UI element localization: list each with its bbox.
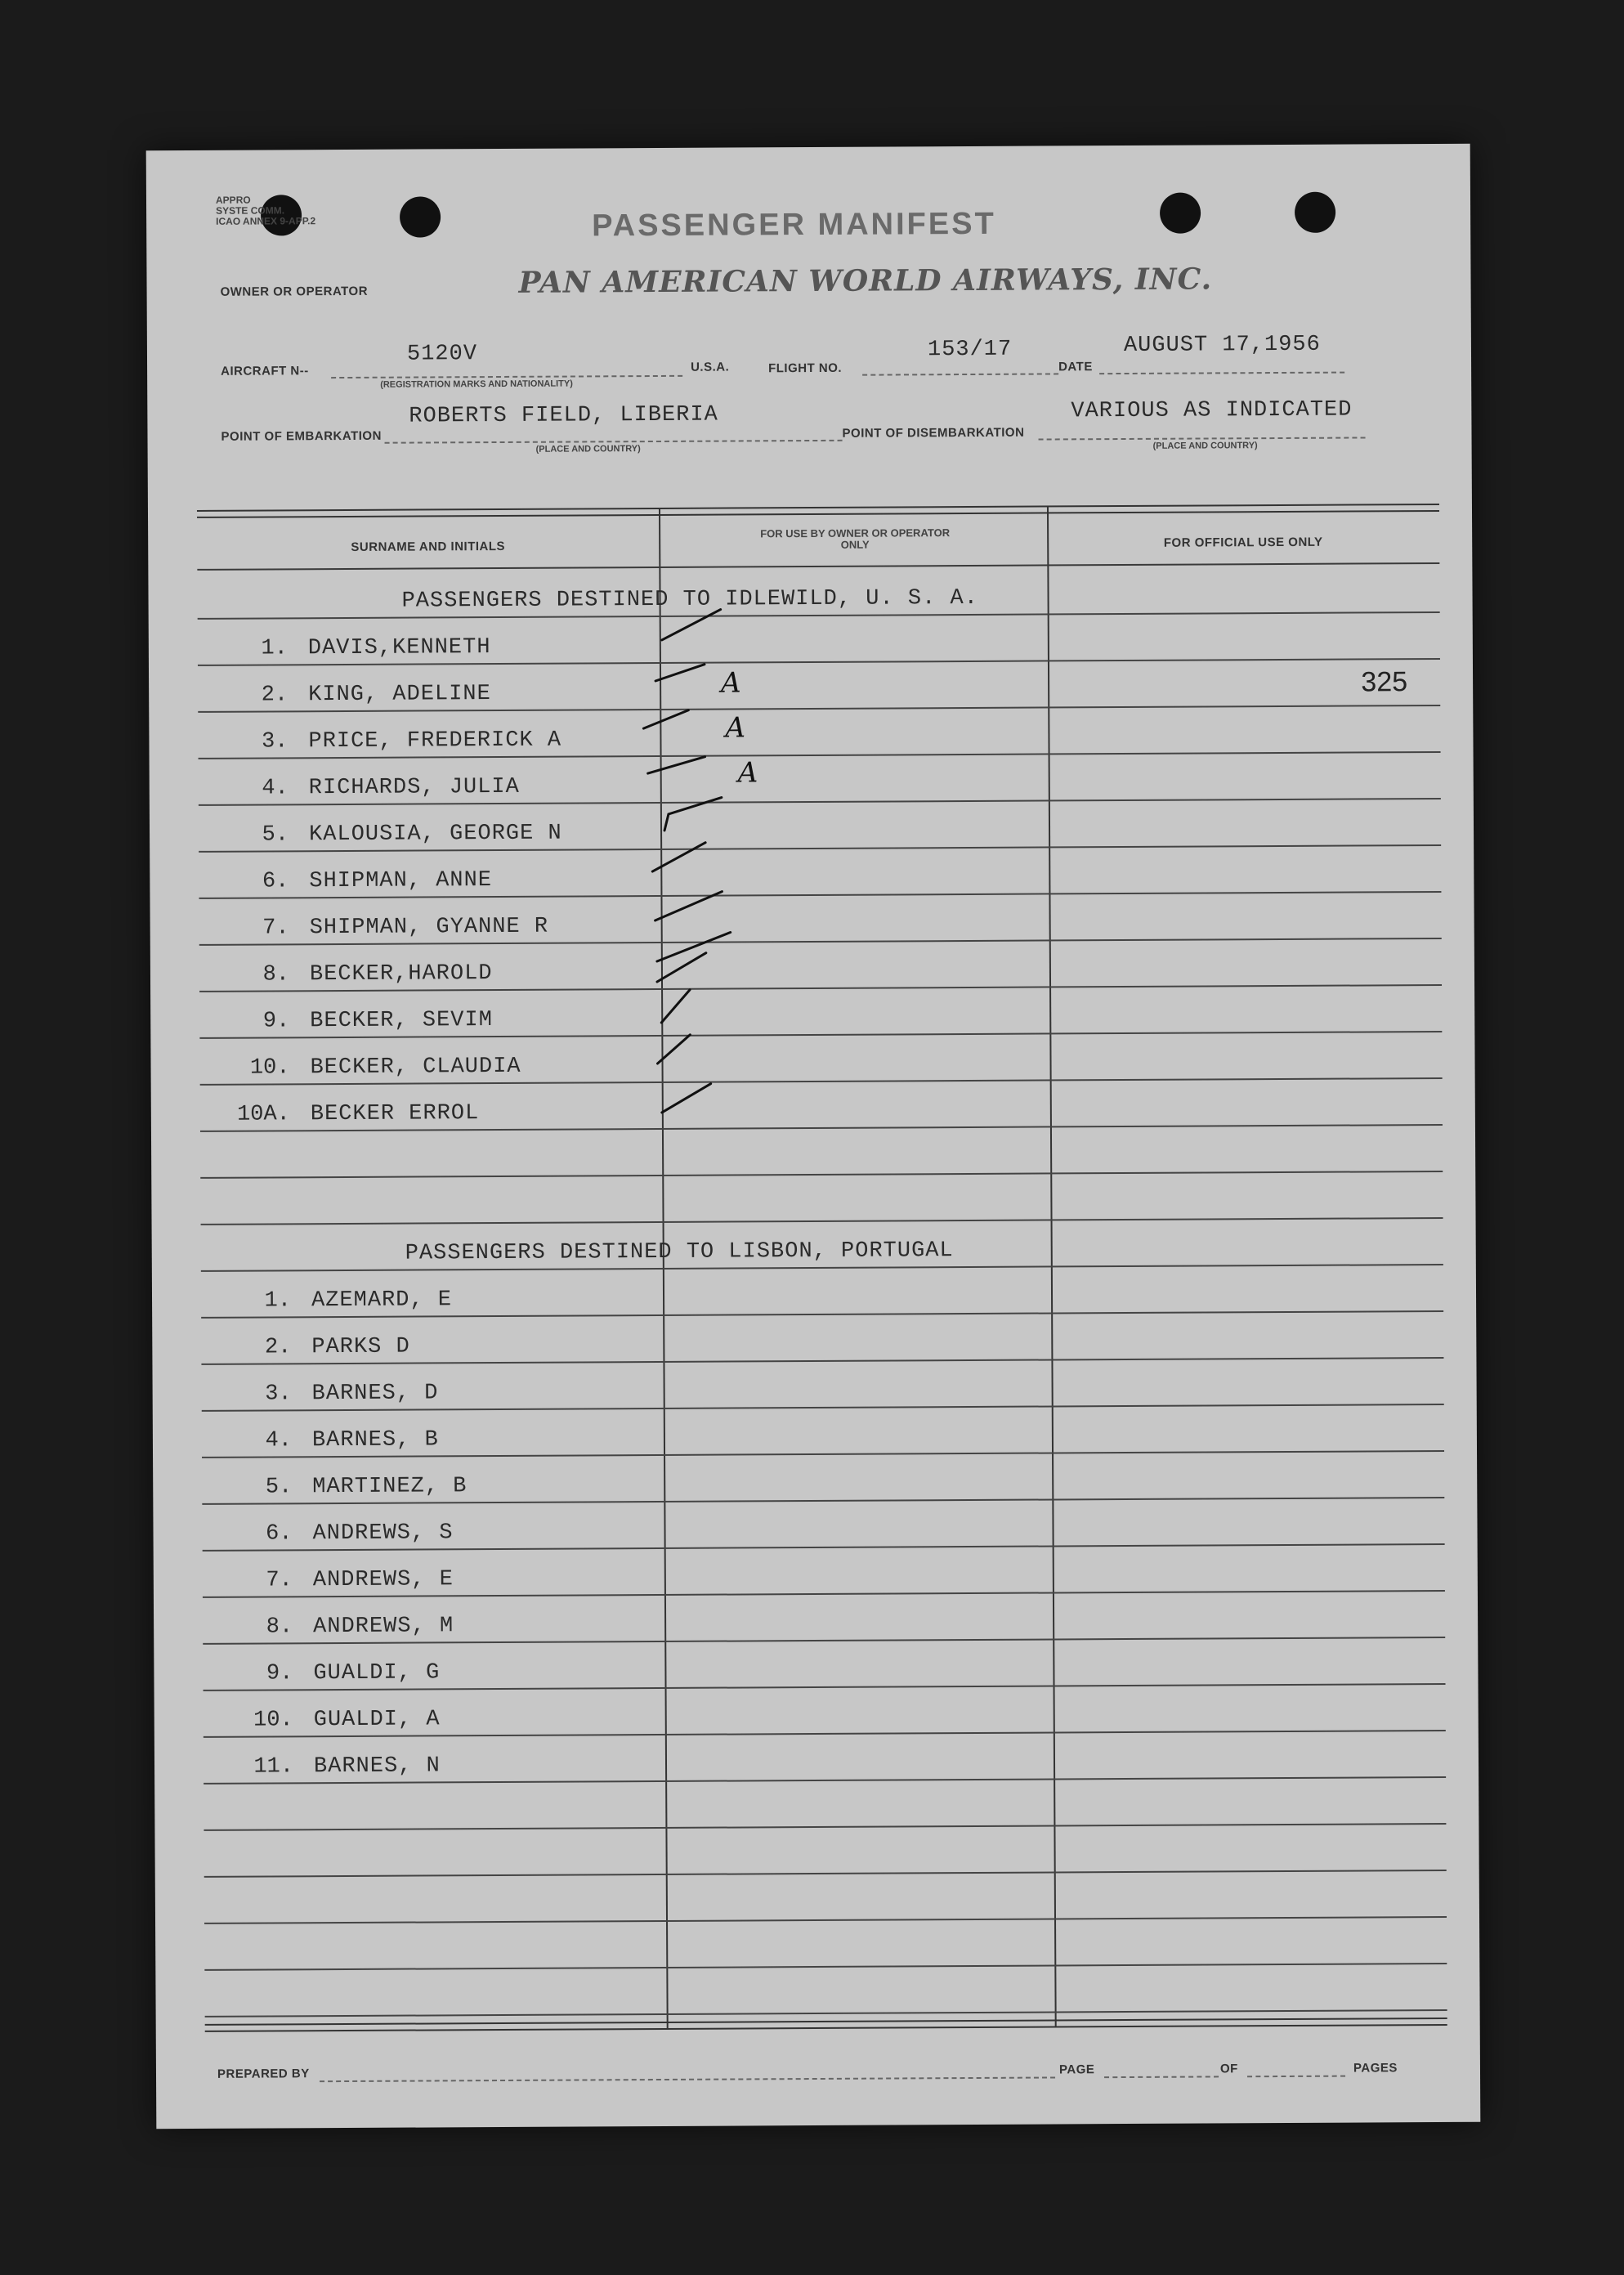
place-caption: (PLACE AND COUNTRY) <box>535 444 641 455</box>
blank-row <box>200 1171 1443 1225</box>
table-row <box>200 1077 1443 1132</box>
table-row <box>201 1357 1443 1412</box>
manifest-date: AUGUST 17,1956 <box>1123 332 1321 358</box>
table-row <box>203 1590 1445 1645</box>
passenger-name: BARNES, D <box>311 1381 439 1407</box>
registration-caption: (REGISTRATION MARKS AND NATIONALITY) <box>380 378 573 390</box>
passenger-name: GUALDI, A <box>313 1707 441 1733</box>
table-row <box>199 984 1442 1039</box>
table-row <box>202 1450 1444 1505</box>
row-number: 10. <box>253 1708 293 1733</box>
blank-row <box>204 1776 1446 1831</box>
blank-row <box>204 1870 1447 1924</box>
row-number: 7. <box>262 916 289 941</box>
row-number: 5. <box>265 1475 293 1500</box>
passenger-name: BARNES, N <box>313 1753 441 1780</box>
passenger-name: AZEMARD, E <box>311 1288 453 1314</box>
passenger-name: GUALDI, G <box>313 1660 441 1686</box>
table-top-rule <box>197 504 1439 518</box>
row-number: 10A. <box>236 1102 290 1127</box>
flight-label: FLIGHT NO. <box>768 361 843 376</box>
blank-row <box>204 1963 1447 2017</box>
row-number: 8. <box>266 1614 293 1640</box>
place-caption: (PLACE AND COUNTRY) <box>1152 441 1258 451</box>
passenger-name: ANDREWS, S <box>312 1520 454 1547</box>
table-bottom-rule <box>205 2017 1447 2032</box>
row-number: 1. <box>264 1288 292 1314</box>
blank-row <box>204 1916 1447 1971</box>
passenger-name: ANDREWS, E <box>312 1567 454 1593</box>
row-number: 1. <box>261 636 288 661</box>
row-number: 2. <box>261 683 289 708</box>
disembarkation-label: POINT OF DISEMBARKATION <box>842 425 1025 441</box>
row-number: 8. <box>262 962 290 987</box>
form-title: PASSENGER MANIFEST <box>592 206 996 244</box>
table-row <box>198 611 1440 666</box>
aircraft-label: AIRCRAFT N-- <box>221 364 309 378</box>
table-row <box>199 798 1441 853</box>
table-row <box>203 1543 1445 1598</box>
passenger-name: BECKER ERROL <box>310 1101 480 1127</box>
embarkation-label: POINT OF EMBARKATION <box>221 428 382 444</box>
passenger-name: PRICE, FREDERICK A <box>308 728 562 755</box>
table-row <box>201 1264 1443 1319</box>
airline-name: PAN AMERICAN WORLD AIRWAYS, INC. <box>518 262 1213 300</box>
usa-label: U.S.A. <box>691 360 730 374</box>
row-number: 11. <box>253 1754 294 1780</box>
section-heading-text: PASSENGERS DESTINED TO IDLEWILD, U. S. A. <box>401 585 978 614</box>
manifest-sheet <box>146 144 1481 2129</box>
table-row <box>204 1683 1446 1738</box>
passenger-name: BECKER, CLAUDIA <box>310 1054 521 1081</box>
stamp-line: SYSTE COMM. <box>216 204 285 217</box>
row-number: 6. <box>262 869 289 894</box>
punch-hole <box>400 196 441 237</box>
row-number: 5. <box>262 822 289 848</box>
passenger-name: RICHARDS, JULIA <box>308 774 520 801</box>
passenger-name: SHIPMAN, ANNE <box>309 868 493 894</box>
passenger-name: SHIPMAN, GYANNE R <box>309 914 549 941</box>
col-owner-header: FOR USE BY OWNER OR OPERATOR ONLY <box>760 526 951 551</box>
pages-label: PAGES <box>1353 2061 1398 2076</box>
passenger-name: KING, ADELINE <box>308 682 491 708</box>
passenger-name: BECKER,HAROLD <box>309 961 493 987</box>
handwritten-mark: A <box>725 711 746 745</box>
punch-hole <box>1160 193 1201 234</box>
table-row <box>204 1730 1446 1785</box>
row-number: 7. <box>266 1568 293 1593</box>
table-row <box>201 1310 1443 1365</box>
section-heading <box>197 565 1439 620</box>
passenger-name: DAVIS,KENNETH <box>307 635 491 661</box>
table-row <box>202 1497 1444 1552</box>
approval-stamp <box>216 195 315 227</box>
table-row <box>198 705 1440 759</box>
disembarkation-value: VARIOUS AS INDICATED <box>1071 397 1353 424</box>
handwritten-mark: A <box>720 666 741 700</box>
row-number: 9. <box>266 1661 293 1686</box>
owner-label: OWNER OR OPERATOR <box>220 284 369 299</box>
page-label: PAGE <box>1058 2062 1095 2077</box>
passenger-name: ANDREWS, M <box>313 1614 454 1640</box>
date-line <box>1099 372 1344 375</box>
table-row <box>199 1031 1442 1086</box>
table-row <box>199 938 1442 992</box>
of-line <box>1247 2076 1345 2078</box>
of-label: OF <box>1219 2062 1238 2076</box>
row-number: 6. <box>266 1521 293 1547</box>
col-official-header: FOR OFFICIAL USE ONLY <box>1163 535 1323 550</box>
table-row <box>198 658 1440 713</box>
row-number: 9. <box>262 1009 290 1034</box>
disembarkation-line <box>1039 437 1366 440</box>
aircraft-line <box>331 375 682 378</box>
passenger-name: MARTINEZ, B <box>312 1474 468 1500</box>
row-number: 3. <box>261 729 289 755</box>
section-heading <box>201 1217 1443 1272</box>
table-row <box>202 1404 1444 1458</box>
punch-hole <box>1295 192 1335 233</box>
official-note: 325 <box>1361 666 1408 698</box>
stamp-line: APPRO <box>215 194 251 206</box>
blank-row <box>200 1124 1443 1179</box>
row-number: 3. <box>265 1382 292 1407</box>
blank-row <box>204 1823 1446 1878</box>
passenger-name: BARNES, B <box>311 1427 439 1453</box>
stamp-line: ICAO ANNEX 9-APP.2 <box>216 215 316 227</box>
row-number: 4. <box>262 776 289 801</box>
row-number: 10. <box>249 1055 290 1081</box>
aircraft-number: 5120V <box>406 342 478 367</box>
page-line <box>1104 2076 1219 2078</box>
table-row <box>199 891 1441 946</box>
flight-line <box>862 373 1058 375</box>
section-heading-text: PASSENGERS DESTINED TO LISBON, PORTUGAL <box>405 1238 954 1266</box>
passenger-table <box>197 504 1447 2047</box>
embarkation-line <box>385 440 843 444</box>
row-number: 2. <box>264 1335 292 1360</box>
passenger-name: BECKER, SEVIM <box>310 1008 493 1034</box>
passenger-name: KALOUSIA, GEORGE N <box>308 821 562 848</box>
row-number: 4. <box>265 1428 293 1453</box>
embarkation-value: ROBERTS FIELD, LIBERIA <box>409 402 718 429</box>
table-row <box>203 1637 1445 1691</box>
prepared-by-line <box>320 2076 1055 2082</box>
handwritten-mark: A <box>737 756 758 790</box>
table-row <box>199 844 1441 899</box>
flight-number: 153/17 <box>927 337 1013 363</box>
passenger-name: PARKS D <box>311 1334 410 1360</box>
date-label: DATE <box>1058 360 1093 374</box>
table-row <box>199 751 1441 806</box>
prepared-by-label: PREPARED BY <box>217 2067 310 2081</box>
col-surname-header: SURNAME AND INITIALS <box>351 539 506 554</box>
